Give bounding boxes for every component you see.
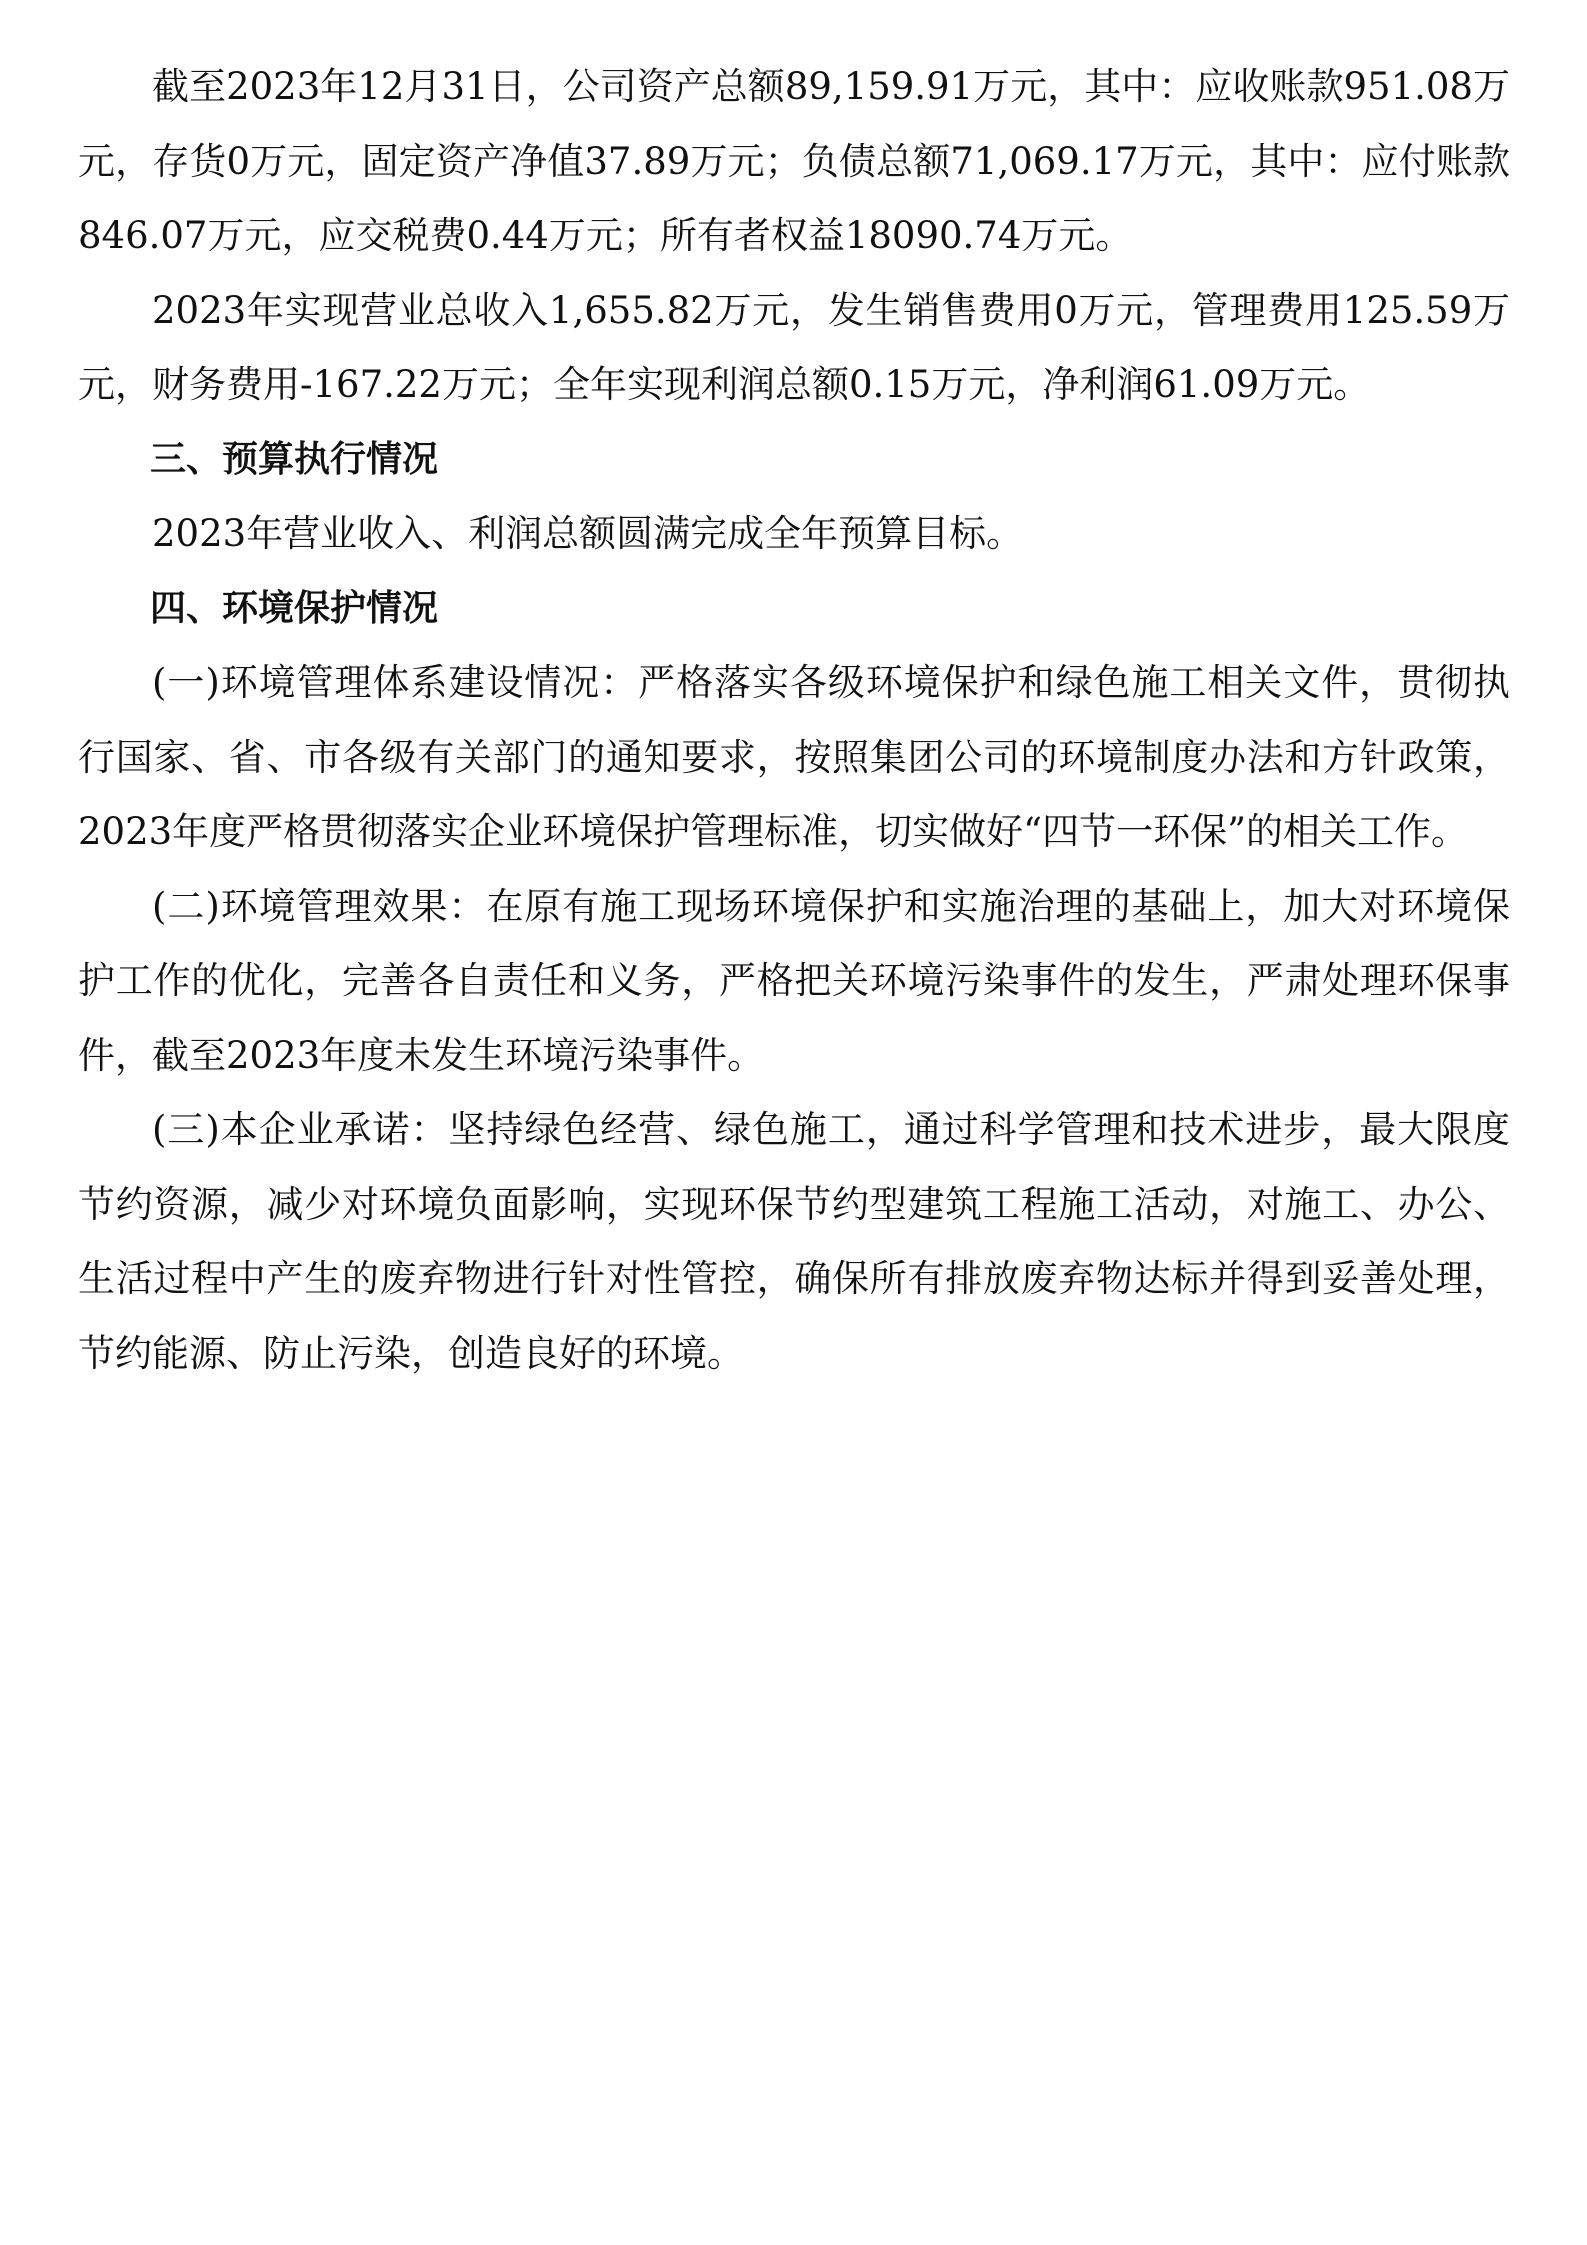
financial-position-paragraph: 截至2023年12月31日，公司资产总额89,159.91万元，其中：应收账款951.08万元，存货0万元，固定资产净值37.89万元；负债总额71,069.17万元，其中：应付账款846.07万元，应交税费0.44万元；所有者权益18090.74万元。 <box>78 65 1510 257</box>
environment-effect-paragraph: (二)环境管理效果：在原有施工现场环境保护和实施治理的基础上，加大对环境保护工作的优化，完善各自责任和义务，严格把关环境污染事件的发生，严肃处理环保事件，截至2023年度未发生环境污染事件。 <box>78 884 1510 1077</box>
budget-paragraph: 2023年营业收入、利润总额圆满完成全年预算目标。 <box>152 512 1024 555</box>
budget-section-heading: 三、预算执行情况 <box>150 438 439 480</box>
document-page <box>78 50 1510 1391</box>
operating-results-paragraph: 2023年实现营业总收入1,655.82万元，发生销售费用0万元，管理费用125.59万元，财务费用-167.22万元；全年实现利润总额0.15万元，净利润61.09万元。 <box>78 288 1510 406</box>
environment-system-paragraph: (一)环境管理体系建设情况：严格落实各级环境保护和绿色施工相关文件，贯彻执行国家、省、市各级有关部门的通知要求，按照集团公司的环境制度办法和方针政策，2023年度严格贯彻落实企业环境保护管理标准，切实做好“四节一环保”的相关工作。 <box>78 661 1510 853</box>
environment-section-heading: 四、环境保护情况 <box>150 587 439 629</box>
environment-commitment-paragraph: (三)本企业承诺：坚持绿色经营、绿色施工，通过科学管理和技术进步，最大限度节约资源，减少对环境负面影响，实现环保节约型建筑工程施工活动，对施工、办公、生活过程中产生的废弃物进行针对性管控，确保所有排放废弃物达标并得到妥善处理，节约能源、防止污染，创造良好的环境。 <box>78 1108 1510 1375</box>
